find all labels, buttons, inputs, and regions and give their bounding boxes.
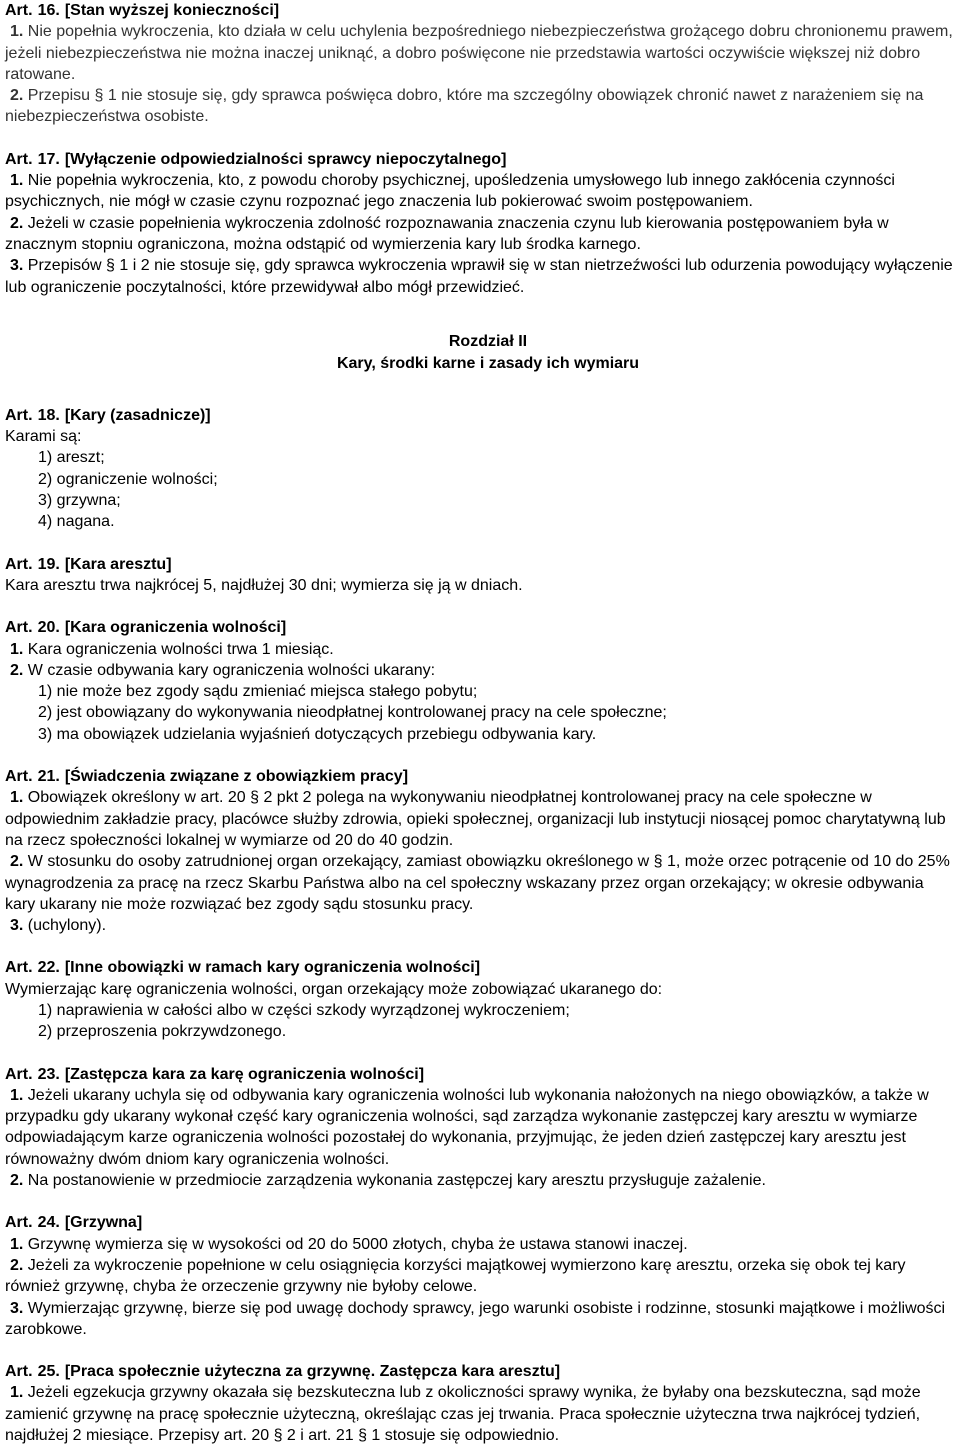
- article-title: [Kara aresztu]: [64, 555, 172, 573]
- article-number: 20.: [37, 619, 60, 637]
- article-title: [Kara ograniczenia wolności]: [64, 619, 287, 637]
- paragraph-number: 2.: [10, 1172, 24, 1190]
- article-number: 21.: [37, 768, 60, 786]
- article-label: Art.: [5, 1065, 33, 1083]
- paragraph-1: [5, 170, 955, 213]
- obligation-list: [5, 1000, 955, 1043]
- paragraph-number: 1.: [10, 1235, 24, 1253]
- paragraph-number: 2.: [10, 661, 24, 679]
- article-21: [5, 766, 955, 936]
- paragraph-2: [5, 213, 955, 256]
- article-number: 16.: [37, 2, 60, 19]
- paragraph-3: [5, 1298, 955, 1341]
- paragraph-text: (uchylony).: [27, 917, 107, 935]
- article-title: [Praca społecznie użyteczna za grzywnę. Zastępcza kara aresztu]: [64, 1363, 561, 1381]
- article-text: Kara aresztu trwa najkrócej 5, najdłużej 30 dni; wymierza się ją w dniach.: [5, 576, 523, 594]
- article-23: [5, 1064, 955, 1192]
- paragraph-2: [5, 1170, 955, 1191]
- article-title: [Stan wyższej konieczności]: [64, 2, 280, 19]
- article-title: [Wyłączenie odpowiedzialności sprawcy niepoczytalnego]: [64, 150, 507, 168]
- paragraph-text: Kara ograniczenia wolności trwa 1 miesiąc.: [27, 640, 334, 658]
- paragraph-text: Jeżeli w czasie popełnienia wykroczenia zdolność rozpoznawania znaczenia czynu lub kierowania postępowaniem była w znacznym stopniu ograniczona, można odstąpić od wymierzenia kary lub środka karnego.: [5, 214, 889, 253]
- article-22: [5, 957, 955, 1042]
- list-item: 1) nie może bez zgody sądu zmieniać miejsca stałego pobytu;: [38, 683, 478, 701]
- paragraph-text: Przepisu § 1 nie stosuje się, gdy sprawca poświęca dobro, które ma szczególny obowiązek chronić nawet z narażeniem się na niebezpieczeństwa osobiste.: [5, 87, 924, 126]
- chapter-heading: [5, 331, 955, 375]
- article-title: [Inne obowiązki w ramach kary ograniczenia wolności]: [64, 959, 481, 977]
- list-item: 3) grzywna;: [38, 492, 121, 510]
- paragraph-number: 1.: [10, 640, 24, 658]
- article-label: Art.: [5, 555, 33, 573]
- document-page: [5, 0, 955, 1446]
- paragraph-1: [5, 21, 955, 85]
- article-number: 17.: [37, 150, 60, 168]
- paragraph-text: Grzywnę wymierza się w wysokości od 20 do 5000 złotych, chyba że ustawa stanowi inaczej.: [27, 1235, 688, 1253]
- list-item: 2) ograniczenie wolności;: [38, 470, 218, 488]
- paragraph-1: [5, 787, 955, 851]
- chapter-title: Kary, środki karne i zasady ich wymiaru: [336, 354, 640, 372]
- article-20: [5, 617, 955, 745]
- paragraph-number: 2.: [10, 87, 24, 105]
- article-19: [5, 554, 955, 597]
- paragraph-2: [5, 1255, 955, 1298]
- list-item: 2) jest obowiązany do wykonywania nieodpłatnej kontrolowanej pracy na cele społeczne;: [38, 704, 667, 722]
- paragraph-number: 2.: [10, 853, 24, 871]
- list-item: 3) ma obowiązek udzielania wyjaśnień dotyczących przebiegu odbywania kary.: [38, 725, 597, 743]
- paragraph-1: [5, 1085, 955, 1170]
- paragraph-number: 1.: [10, 789, 24, 807]
- article-number: 24.: [37, 1214, 60, 1232]
- paragraph-number: 1.: [10, 172, 24, 190]
- article-intro: Karami są:: [5, 428, 82, 446]
- paragraph-text: Jeżeli za wykroczenie popełnione w celu osiągnięcia korzyści majątkowej wymierzono karę aresztu, orzeka się obok tej kary również grzywnę, chyba że orzeczenie grzywny nie byłoby celowe.: [5, 1256, 906, 1296]
- article-heading: [5, 766, 955, 787]
- list-item: 1) areszt;: [38, 449, 105, 467]
- paragraph-2: [5, 851, 955, 915]
- paragraph-number: 1.: [10, 1086, 24, 1104]
- article-24: [5, 1212, 955, 1340]
- list-item: 4) nagana.: [38, 513, 115, 531]
- article-intro: Wymierzając karę ograniczenia wolności, organ orzekający może zobowiązać ukaranego do:: [5, 980, 663, 998]
- paragraph-text: W stosunku do osoby zatrudnionej organ orzekający, zamiast obowiązku określonego w § 1, może orzec potrącenie od 10 do 25% wynagrodzenia za pracę na rzecz Skarbu Państwa albo na cel społeczny wskazany przez organ orzekający; w okresie odbywania kary ukarany nie może rozwiązać bez zgody sądu stosunku pracy.: [5, 853, 950, 913]
- article-heading: [5, 149, 955, 170]
- article-label: Art.: [5, 150, 33, 168]
- article-number: 22.: [37, 959, 60, 977]
- paragraph-2: [5, 660, 955, 681]
- list-item: 1) naprawienia w całości albo w części szkody wyrządzonej wykroczeniem;: [38, 1001, 570, 1019]
- article-label: Art.: [5, 1214, 33, 1232]
- article-heading: [5, 0, 955, 21]
- paragraph-text: W czasie odbywania kary ograniczenia wolności ukarany:: [27, 661, 436, 679]
- paragraph-2: [5, 85, 955, 128]
- paragraph-3: [5, 255, 955, 298]
- paragraph-1: [5, 639, 955, 660]
- article-title: [Grzywna]: [64, 1214, 143, 1232]
- article-heading: [5, 1064, 955, 1085]
- paragraph-text: Przepisów § 1 i 2 nie stosuje się, gdy sprawca wykroczenia wprawił się w stan nietrzeźwości lub odurzenia powodujący wyłączenie lub ograniczenie poczytalności, które przewidywał albo mógł przewidzieć.: [5, 257, 953, 296]
- paragraph-text: Nie popełnia wykroczenia, kto, z powodu choroby psychicznej, upośledzenia umysłowego lub innego zakłócenia czynności psychicznych, nie mógł w czasie czynu rozpoznać jego znaczenia lub pokierować swoim postępowaniem.: [5, 172, 895, 211]
- article-heading: [5, 405, 955, 426]
- paragraph-number: 3.: [10, 1299, 24, 1317]
- article-label: Art.: [5, 406, 33, 424]
- penalty-list: [5, 447, 955, 532]
- article-label: Art.: [5, 2, 33, 19]
- article-title: [Kary (zasadnicze)]: [64, 406, 211, 424]
- paragraph-number: 3.: [10, 917, 24, 935]
- article-title: [Świadczenia związane z obowiązkiem pracy]: [64, 768, 409, 786]
- paragraph-text: Jeżeli egzekucja grzywny okazała się bezskuteczna lub z okoliczności sprawy wynika, że byłaby ona bezskuteczna, sąd może zamienić grzywnę na pracę społecznie użyteczną, określając czas jej trwania. Praca społecznie użyteczna trwa najkrócej tydzień, najdłużej 2 miesiące. Przepisy art. 20 § 2 i art. 21 § 1 stosuje się odpowiednio.: [5, 1384, 921, 1445]
- paragraph-text: Obowiązek określony w art. 20 § 2 pkt 2 polega na wykonywaniu nieodpłatnej kontrolowanej pracy na cele społeczne w odpowiednim zakładzie pracy, placówce służby zdrowia, opieki społecznej, organizacji lub instytucji niosącej pomoc charytatywną lub na rzecz społeczności lokalnej w wymiarze od 20 do 40 godzin.: [5, 789, 946, 849]
- article-18: [5, 405, 955, 533]
- article-label: Art.: [5, 619, 33, 637]
- list-item: 2) przeproszenia pokrzywdzonego.: [38, 1023, 287, 1041]
- article-number: 23.: [37, 1065, 60, 1083]
- article-title: [Zastępcza kara za karę ograniczenia wolności]: [64, 1065, 425, 1083]
- article-number: 25.: [37, 1363, 60, 1381]
- article-heading: [5, 1212, 955, 1233]
- article-16: [5, 0, 955, 128]
- paragraph-number: 1.: [10, 1384, 24, 1402]
- article-17: [5, 149, 955, 298]
- paragraph-text: Wymierzając grzywnę, bierze się pod uwagę dochody sprawcy, jego warunki osobiste i rodzinne, stosunki majątkowe i możliwości zarobkowe.: [5, 1299, 946, 1338]
- article-number: 18.: [37, 406, 60, 424]
- paragraph-1: [5, 1234, 955, 1255]
- paragraph-number: 2.: [10, 214, 24, 232]
- paragraph-3: [5, 915, 955, 936]
- article-25: [5, 1361, 955, 1446]
- paragraph-number: 3.: [10, 257, 24, 275]
- article-heading: [5, 1361, 955, 1382]
- article-heading: [5, 554, 955, 575]
- chapter-number: Rozdział II: [448, 332, 528, 350]
- article-heading: [5, 957, 955, 978]
- paragraph-text: Na postanowienie w przedmiocie zarządzenia wykonania zastępczej kary aresztu przysługuje zażalenie.: [27, 1172, 766, 1190]
- article-label: Art.: [5, 959, 33, 977]
- article-label: Art.: [5, 768, 33, 786]
- obligation-list: [5, 681, 955, 745]
- paragraph-number: 1.: [10, 23, 24, 41]
- article-number: 19.: [37, 555, 60, 573]
- paragraph-text: Jeżeli ukarany uchyla się od odbywania kary ograniczenia wolności lub wykonania nałożonych na niego obowiązków, a także w przypadku gdy ukarany wykonał część kary ograniczenia wolności, sąd zarządza wykonanie zastępczej kary aresztu w wymiarze odpowiadającym karze ograniczenia wolności pozostałej do wykonania, przyjmując, że jeden dzień zastępczej kary aresztu jest równoważny dwóm dniom kary ograniczenia wolności.: [5, 1086, 929, 1168]
- article-label: Art.: [5, 1363, 33, 1381]
- article-heading: [5, 617, 955, 638]
- paragraph-number: 2.: [10, 1256, 24, 1274]
- paragraph-text: Nie popełnia wykroczenia, kto działa w celu uchylenia bezpośredniego niebezpieczeństwa grożącego dobru chronionemu prawem, jeżeli niebezpieczeństwa nie można inaczej uniknąć, a dobro poświęcone nie przedstawia wartości oczywiście większej niż dobro ratowane.: [5, 23, 953, 83]
- paragraph-1: [5, 1382, 955, 1446]
